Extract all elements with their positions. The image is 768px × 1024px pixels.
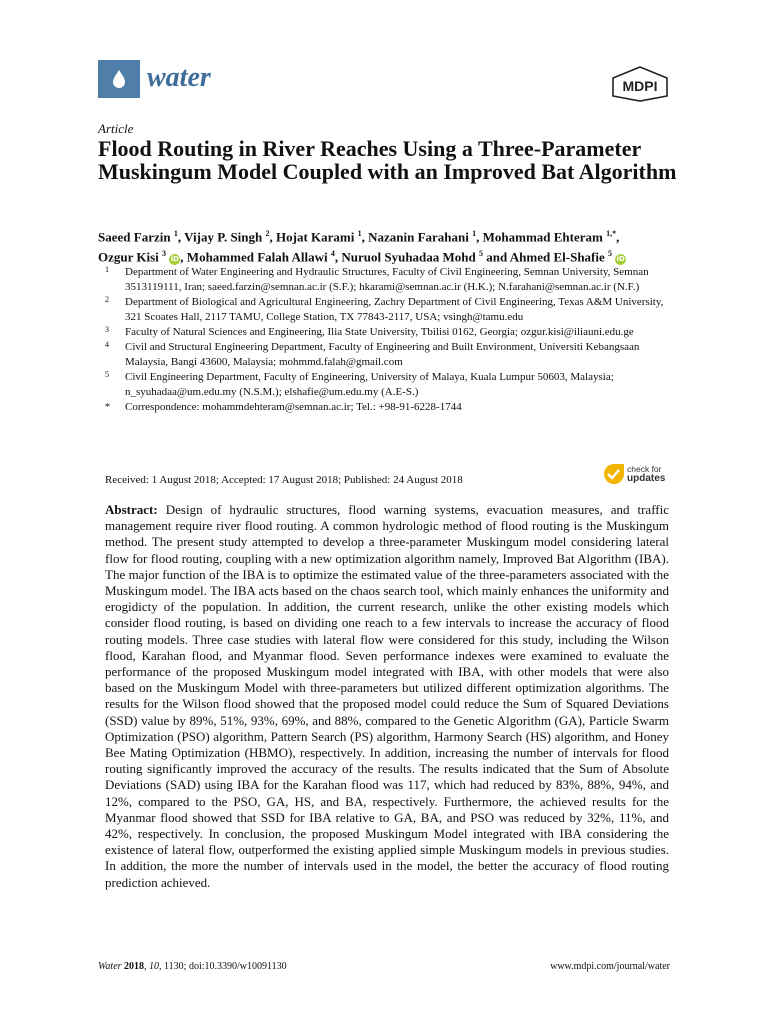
affiliation-marker: 3 <box>105 325 109 334</box>
affiliation-text: Correspondence: mohammdehteram@semnan.ac.ir; Tel.: +98-91-6228-1744 <box>125 401 462 413</box>
author-affiliation-sup: 1 <box>357 229 362 238</box>
journal-logo-icon <box>98 60 140 98</box>
check-updates-line1: check for <box>627 464 662 474</box>
author-affiliation-sup: 5 <box>479 249 484 259</box>
footer-citation: Water 2018, 10, 1130; doi:10.3390/w10091130 <box>98 961 287 972</box>
affiliations-list <box>105 265 665 415</box>
abstract-label: Abstract: <box>105 502 158 517</box>
author-name: Vijay P. Singh <box>184 229 263 245</box>
author-separator: , <box>361 229 369 245</box>
footer-volume: 10 <box>149 961 160 972</box>
affiliation-item <box>105 295 665 325</box>
orcid-icon[interactable]: iD <box>170 254 179 263</box>
affiliation-marker: 2 <box>105 295 109 304</box>
orcid-icon[interactable]: iD <box>616 254 625 263</box>
check-for-updates-badge[interactable] <box>603 463 679 489</box>
footer-year: 2018 <box>124 961 145 972</box>
author-affiliation-sup: 3 <box>162 249 167 259</box>
affiliation-text: Department of Water Engineering and Hydraulic Structures, Faculty of Civil Engineering, Semnan University, Semnan 3513119111, Iran; saeed.farzin@semnan.ac.ir (S.F.); hkarami@semnan.ac.ir (H.K.); N.farahani@semnan.ac.ir (N.F.) <box>125 266 649 293</box>
author-separator: , <box>269 229 276 245</box>
affiliation-marker: 4 <box>105 340 109 349</box>
journal-name: water <box>147 62 211 93</box>
mdpi-logo <box>610 66 670 107</box>
article-type: Article <box>98 121 134 136</box>
author-name: Mohammad Ehteram <box>482 229 603 245</box>
author-name: Hojat Karami <box>276 229 355 245</box>
publication-dates: Received: 1 August 2018; Accepted: 17 August 2018; Published: 24 August 2018 <box>105 474 463 486</box>
affiliation-item <box>105 325 665 340</box>
author-separator: , <box>616 229 620 245</box>
author-separator: , <box>177 229 185 245</box>
affiliation-marker: * <box>105 402 110 413</box>
author-name: Mohammed Falah Allawi <box>186 249 328 265</box>
footer-journal: Water <box>98 961 122 972</box>
author-affiliation-sup: 1 <box>472 229 477 238</box>
author-affiliation-sup: 2 <box>265 229 270 238</box>
affiliation-text: Faculty of Natural Sciences and Engineering, Ilia State University, Tbilisi 0162, Georgia; ozgur.kisi@iliauni.edu.ge <box>125 326 634 338</box>
author-affiliation-sup: 1 <box>173 229 178 238</box>
author-separator: and <box>483 249 510 265</box>
affiliation-item <box>105 400 665 415</box>
affiliation-text: Department of Biological and Agricultural Engineering, Zachry Department of Civil Engineering, Texas A&M University, 321 Scoates Hall, 2117 TAMU, College Station, TX 77843-2117, USA; vsingh@tamu.edu <box>125 296 664 323</box>
publisher-name: MDPI <box>622 78 658 94</box>
affiliation-text: Civil Engineering Department, Faculty of Engineering, University of Malaya, Kuala Lumpur 50603, Malaysia; n_syuhadaa@um.edu.my (N.S.M.); elshafie@um.edu.my (A.E-S.) <box>125 371 614 398</box>
affiliation-marker: 5 <box>105 370 109 379</box>
abstract-text: Design of hydraulic structures, flood warning systems, evacuation measures, and traffic management require river flood routing. A common hydrologic method of flood routing is the Muskingum method. The present study attempted to develop a three-parameter Muskingum model considering lateral flow for flood routing, coupling with a new optimization algorithm namely, Improved Bat Algorithm (IBA). The major function of the IBA is to optimize the estimated value of the three-parameters associated with the Muskingum model. The IBA acts based on the chaos search tool, which mainly enhances the uniformity and erogidicty of the population. In addition, the current research, unlike the other existing models which consider flood routing, is based on dividing one reach to a few intervals to increase the accuracy of flood routing models. Three case studies with lateral flow were considered for this study, including the Wilson flood, Karahan flood, and Myanmar flood. Seven performance indexes were examined to evaluate the performance of the proposed Muskingum model integrated with IBA, with other models that were also based on the Muskingum Model with three-parameters but utilized different optimization algorithms. The results for the Wilson flood showed that the proposed model could reduce the Sum of Squared Deviations (SSD) value by 89%, 51%, 93%, 69%, and 88%, compared to the Genetic Algorithm (GA), Particle Swarm Optimization (PSO) algorithm, Pattern Search (PS) algorithm, Harmony Search (HS) algorithm, and Honey Bee Mating Optimization (HBMO), respectively. In addition, increasing the number of intervals for flood routing significantly improved the accuracy of the results. The results indicated that the Sum of Absolute Deviations (SAD) using IBA for the Karahan flood was 117, which had reduced by 83%, 88%, 94%, and 12%, compared to the PSO, GA, HS, and BA, respectively. Furthermore, the achieved results for the Myanmar flood showed that SSD for IBA relative to GA, BA, and PSO was reduced by 32%, 11%, and 42%, respectively. In conclusion, the proposed Muskingum Model integrated with IBA considering the existence of lateral flow, outperformed the existing applied simple Muskingum models in previous studies. In addition, the more the number of intervals used in the model, the better the accuracy of flood routing prediction achieved. <box>105 502 670 890</box>
affiliation-item <box>105 340 665 370</box>
author-name: Nuruol Syuhadaa Mohd <box>341 249 476 265</box>
paper-title: Flood Routing in River Reaches Using a Three-Parameter Muskingum Model Coupled with an Improved Bat Algorithm <box>98 136 677 184</box>
affiliation-item <box>105 370 665 400</box>
author-affiliation-sup: 4 <box>330 249 335 259</box>
abstract <box>105 502 669 891</box>
check-updates-line2: updates <box>627 473 666 484</box>
author-separator: , <box>476 229 483 245</box>
author-affiliation-sup: 1,* <box>606 229 617 238</box>
author-separator: , <box>180 249 187 265</box>
footer-url[interactable]: www.mdpi.com/journal/water <box>550 961 670 972</box>
affiliation-text: Civil and Structural Engineering Department, Faculty of Engineering and Built Environment, Universiti Kebangsaan Malaysia, Bangi 43600, Malaysia; mohmmd.falah@gmail.com <box>125 341 640 368</box>
footer-doi: , 1130; doi:10.3390/w10091130 <box>159 961 287 972</box>
author-affiliation-sup: 5 <box>608 249 613 259</box>
affiliation-marker: 1 <box>105 265 109 274</box>
author-name: Nazanin Farahani <box>368 229 469 245</box>
author-name: Ozgur Kisi <box>98 249 159 265</box>
affiliation-item <box>105 265 665 295</box>
author-name: Ahmed El-Shafie <box>509 249 605 265</box>
author-name: Saeed Farzin <box>98 229 171 245</box>
author-separator: , <box>334 249 342 265</box>
author-list <box>98 225 678 266</box>
check-updates-icon <box>603 463 625 487</box>
